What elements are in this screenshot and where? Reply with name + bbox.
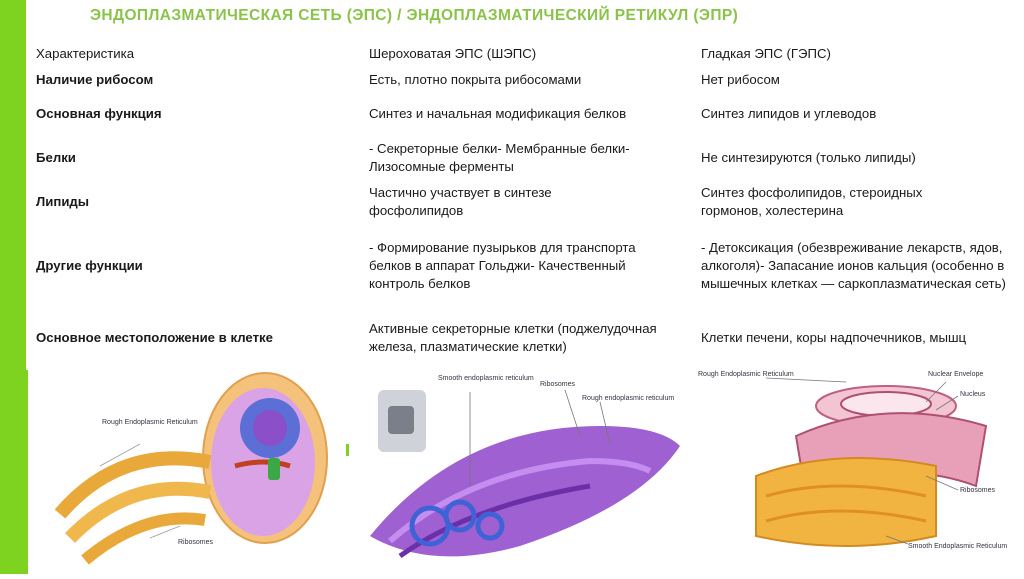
- figure-er-network: [360, 366, 690, 574]
- row-smooth: Не синтезируются (только липиды): [701, 150, 916, 165]
- page-title: ЭНДОПЛАЗМАТИЧЕСКАЯ СЕТЬ (ЭПС) / ЭНДОПЛАЗМАТИЧЕСКИЙ РЕТИКУЛ (ЭПР): [90, 7, 739, 24]
- row-label: Основная функция: [36, 106, 162, 121]
- label-smooth-er: Smooth Endoplasmic Reticulum: [908, 543, 1008, 550]
- accent-bar: [0, 0, 26, 574]
- row-label: Липиды: [36, 194, 90, 209]
- label-rough-er: Rough Endoplasmic Reticulum: [698, 371, 794, 378]
- header-rough: Шероховатая ЭПС (ШЭПС): [369, 46, 537, 61]
- row-label: Наличие рибосом: [36, 72, 154, 87]
- er-network-illustration: [360, 366, 690, 574]
- row-smooth: Синтез фосфолипидов, стероидных гормонов, холестерина: [701, 185, 923, 218]
- label-ribosomes: Ribosomes: [960, 487, 996, 494]
- table-row: [36, 226, 1016, 306]
- table-row: [36, 310, 1016, 366]
- table-header: [36, 44, 1016, 64]
- figure-nucleus-er: [696, 366, 1020, 574]
- label-smooth-er: Smooth endoplasmic reticulum: [438, 375, 534, 382]
- table-row: [36, 70, 1016, 90]
- header-characteristic: Характеристика: [36, 46, 135, 61]
- nucleus-er-illustration: [696, 366, 1020, 574]
- row-label: Другие функции: [36, 258, 143, 273]
- row-smooth: Клетки печени, коры надпочечников, мышц: [701, 330, 967, 345]
- cell-illustration: [30, 366, 340, 574]
- row-smooth: Нет рибосом: [701, 72, 780, 87]
- row-rough: Синтез и начальная модификация белков: [369, 106, 627, 121]
- row-rough: - Формирование пузырьков для транспорта белков в аппарат Гольджи- Качественный контроль белков: [369, 240, 636, 291]
- figure-rough-er-cell: [30, 366, 340, 574]
- table-row: [36, 138, 1016, 178]
- row-smooth: - Детоксикация (обезвреживание лекарств, ядов, алкоголя)- Запасание ионов кальция (особенно в мышечных клетках — саркоплазматическая сеть): [701, 240, 1006, 291]
- divider-mark: [346, 444, 349, 456]
- row-smooth: Синтез липидов и углеводов: [701, 106, 877, 121]
- label-ribosomes: Ribosomes: [540, 381, 576, 388]
- accent-bar-lower: [26, 370, 28, 574]
- header-smooth: Гладкая ЭПС (ГЭПС): [701, 46, 831, 61]
- row-label: Белки: [36, 150, 76, 165]
- row-rough: Частично участвует в синтезе фосфолипидов: [369, 185, 552, 218]
- label-rough-er: Rough endoplasmic reticulum: [582, 395, 675, 402]
- label-nucleus: Nucleus: [960, 391, 986, 398]
- label-rough-er: Rough Endoplasmic Reticulum: [102, 419, 198, 426]
- row-rough: - Секреторные белки- Мембранные белки-Лизосомные ферменты: [369, 141, 630, 174]
- row-rough: Активные секреторные клетки (поджелудочная железа, плазматические клетки): [369, 321, 657, 354]
- row-rough: Есть, плотно покрыта рибосомами: [369, 72, 582, 87]
- label-ribosomes: Ribosomes: [178, 539, 214, 546]
- label-nuclear-envelope: Nuclear Envelope: [928, 371, 984, 378]
- row-label: Основное местоположение в клетке: [36, 330, 273, 345]
- table-row: [36, 104, 1016, 124]
- table-row: [36, 182, 1016, 222]
